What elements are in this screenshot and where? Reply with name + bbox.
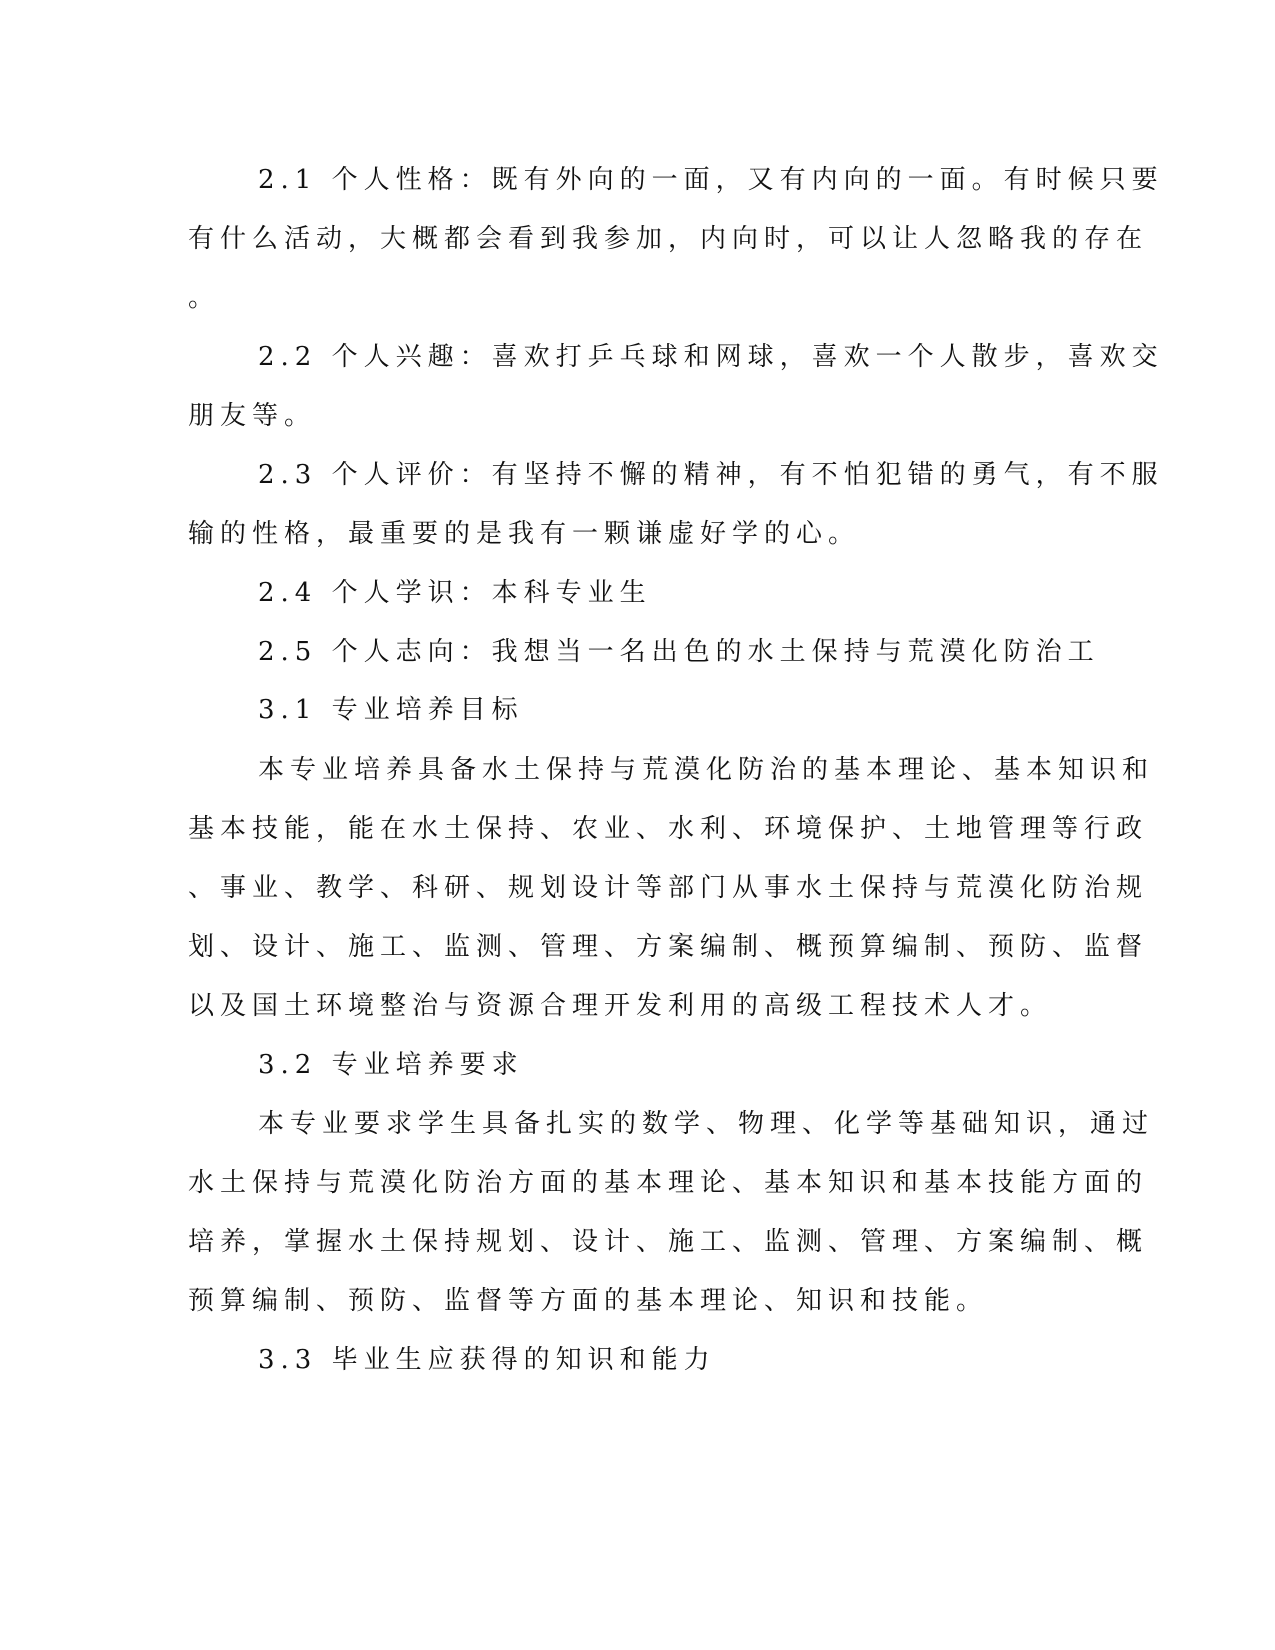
text-line: 水土保持与荒漠化防治方面的基本理论、基本知识和基本技能方面的: [188, 1168, 1149, 1198]
text-line: 本专业要求学生具备扎实的数学、物理、化学等基础知识，通过: [258, 1109, 1155, 1139]
text-line: 、事业、教学、科研、规划设计等部门从事水土保持与荒漠化防治规: [188, 873, 1149, 903]
text-line: 3.1 专业培养目标: [258, 695, 524, 725]
text-line: 本专业培养具备水土保持与荒漠化防治的基本理论、基本知识和: [258, 755, 1155, 785]
text-line: 培养，掌握水土保持规划、设计、施工、监测、管理、方案编制、概: [188, 1227, 1149, 1257]
text-line: 2.1 个人性格：既有外向的一面，又有内向的一面。有时候只要: [258, 165, 1164, 195]
text-line: 预算编制、预防、监督等方面的基本理论、知识和技能。: [188, 1286, 989, 1316]
text-line: 2.2 个人兴趣：喜欢打乒乓球和网球，喜欢一个人散步，喜欢交: [258, 342, 1164, 372]
text-line: 基本技能，能在水土保持、农业、水利、环境保护、土地管理等行政: [188, 814, 1149, 844]
text-line: 以及国土环境整治与资源合理开发利用的高级工程技术人才。: [188, 991, 1053, 1021]
text-line: 2.4 个人学识：本科专业生: [258, 578, 652, 608]
text-line: 2.5 个人志向：我想当一名出色的水土保持与荒漠化防治工: [258, 637, 1100, 667]
text-line: 划、设计、施工、监测、管理、方案编制、概预算编制、预防、监督: [188, 932, 1149, 962]
text-line: 有什么活动，大概都会看到我参加，内向时，可以让人忽略我的存在: [188, 224, 1149, 254]
text-line: 2.3 个人评价：有坚持不懈的精神，有不怕犯错的勇气，有不服: [258, 460, 1164, 490]
text-line: 3.2 专业培养要求: [258, 1050, 524, 1080]
text-line: 输的性格，最重要的是我有一颗谦虚好学的心。: [188, 519, 861, 549]
text-line: 3.3 毕业生应获得的知识和能力: [258, 1345, 716, 1375]
text-line: 。: [188, 283, 221, 313]
text-line: 朋友等。: [188, 401, 317, 431]
